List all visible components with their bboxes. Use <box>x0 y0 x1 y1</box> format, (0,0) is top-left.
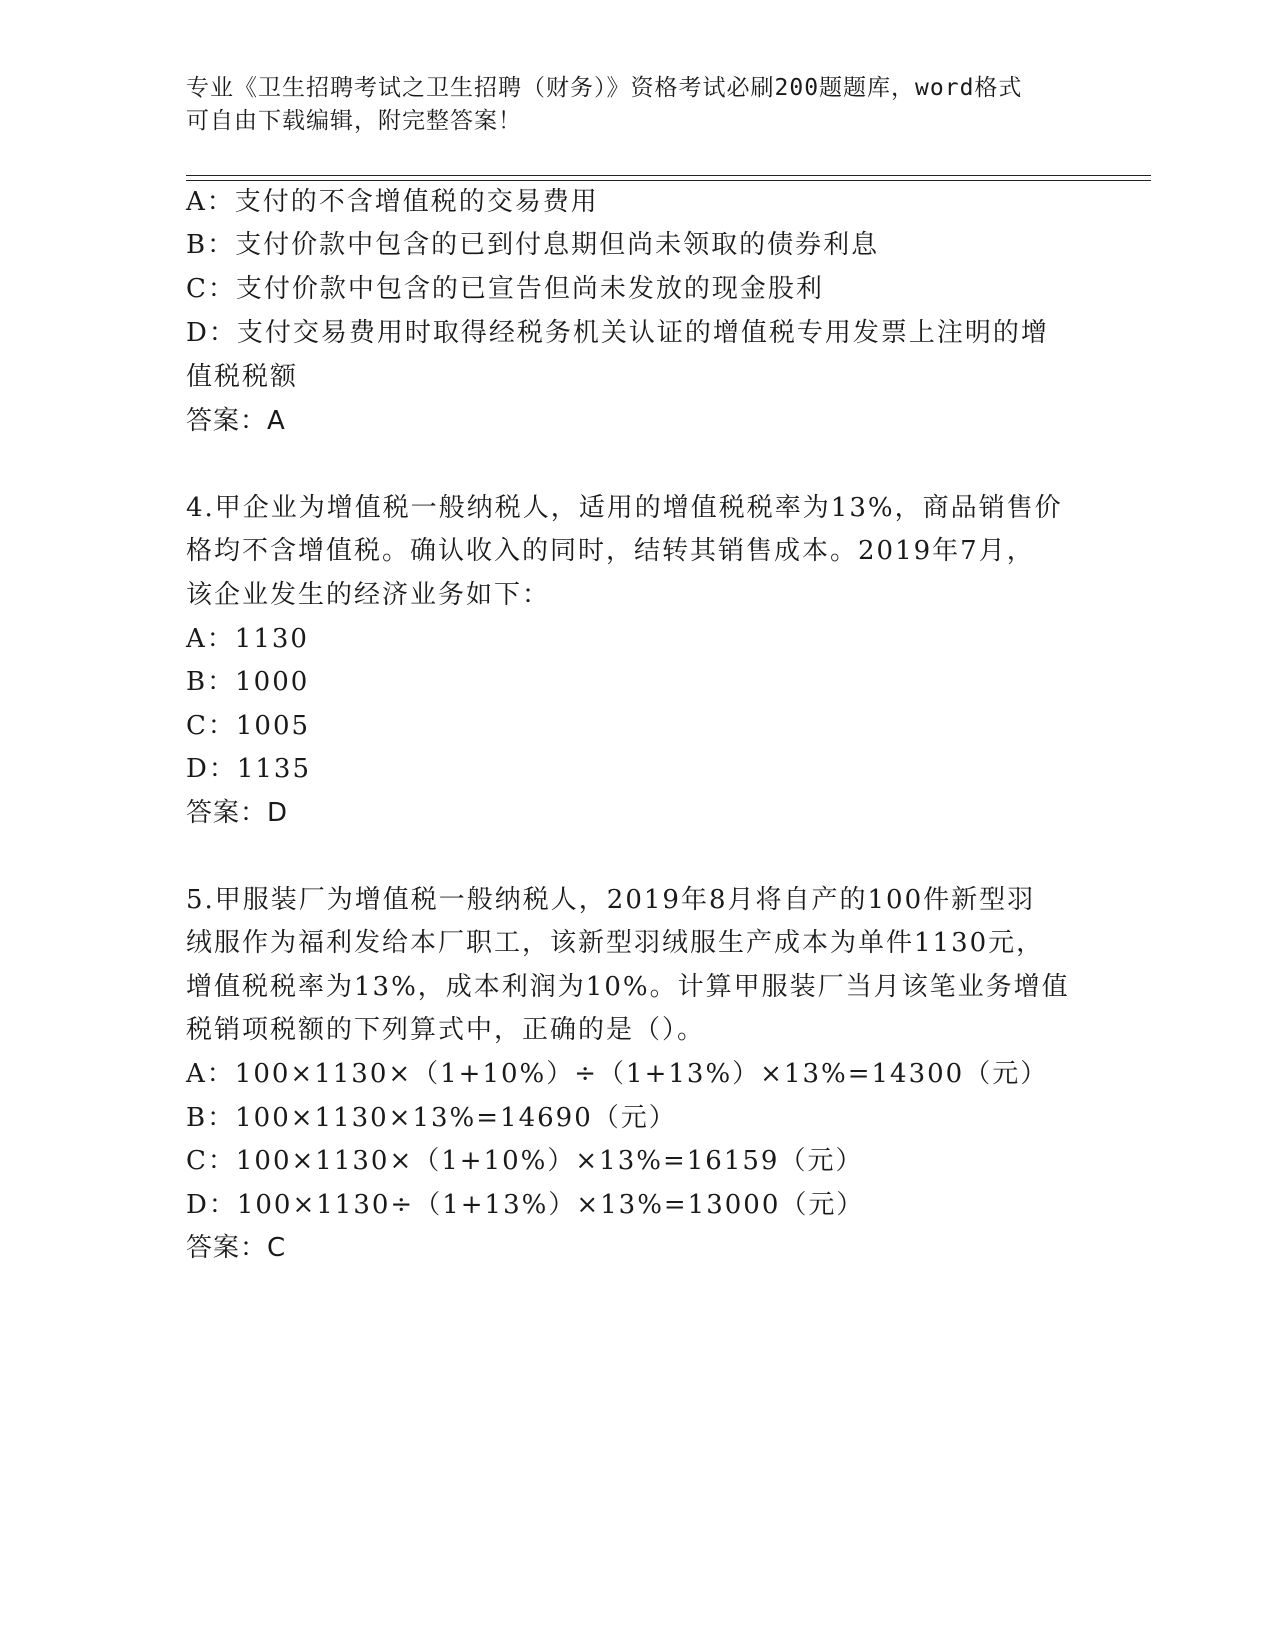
q5-option-b: B：100×1130×13%=14690（元） <box>186 1103 677 1133</box>
q4-stem-line-2: 格均不含增值税。确认收入的同时，结转其销售成本。2019年7月， <box>186 536 1035 566</box>
q3-option-c: C：支付价款中包含的已宣告但尚未发放的现金股利 <box>186 274 824 304</box>
q3-option-d-cont: 值税税额 <box>186 362 299 392</box>
document-header <box>186 72 1086 138</box>
header-divider-top <box>186 175 1151 176</box>
q3-answer: 答案：A <box>186 406 286 436</box>
q5-option-d: D：100×1130÷（1+13%）×13%=13000（元） <box>186 1190 865 1220</box>
q5-stem-line-3: 增值税税率为13%，成本利润为10%。计算甲服装厂当月该笔业务增值 <box>186 972 1070 1002</box>
q3-option-a: A：支付的不含增值税的交易费用 <box>186 187 599 217</box>
q4-option-d: D：1135 <box>186 754 312 784</box>
header-line-2: 可自由下载编辑，附完整答案！ <box>186 108 522 134</box>
q4-stem-line-3: 该企业发生的经济业务如下： <box>186 580 551 610</box>
header-divider-bottom <box>186 180 1151 181</box>
q5-option-c: C：100×1130×（1+10%）×13%=16159（元） <box>186 1146 864 1176</box>
q5-stem-line-4: 税销项税额的下列算式中，正确的是（）。 <box>186 1015 706 1045</box>
q5-answer: 答案：C <box>186 1233 287 1263</box>
q4-option-c: C：1005 <box>186 711 311 741</box>
q3-option-d: D：支付交易费用时取得经税务机关认证的增值税专用发票上注明的增 <box>186 318 1049 348</box>
q4-answer: 答案：D <box>186 798 289 828</box>
q4-option-b: B：1000 <box>186 667 310 697</box>
q3-option-b: B：支付价款中包含的已到付息期但尚未领取的债券利息 <box>186 230 880 260</box>
header-line-1: 专业《卫生招聘考试之卫生招聘（财务）》资格考试必刷200题题库，word格式 <box>186 75 1023 101</box>
q5-option-a: A：100×1130×（1+10%）÷（1+13%）×13%=14300（元） <box>186 1059 1049 1089</box>
q5-stem-line-2: 绒服作为福利发给本厂职工，该新型羽绒服生产成本为单件1130元， <box>186 928 1045 958</box>
q4-stem-line-1: 4.甲企业为增值税一般纳税人，适用的增值税税率为13%，商品销售价 <box>186 493 1063 523</box>
q4-option-a: A：1130 <box>186 624 309 654</box>
q5-stem-line-1: 5.甲服装厂为增值税一般纳税人，2019年8月将自产的100件新型羽 <box>186 885 1036 915</box>
